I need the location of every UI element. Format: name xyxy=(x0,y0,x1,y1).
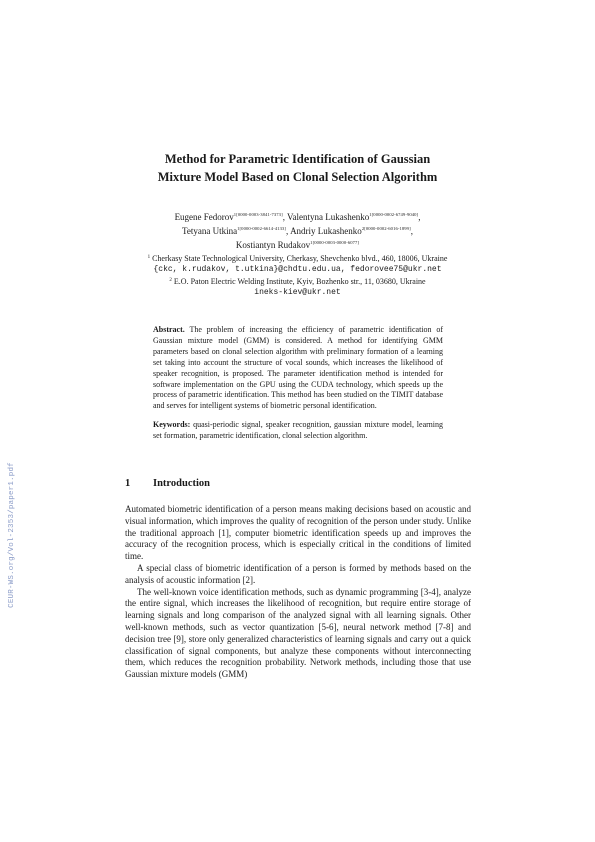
author-separator: , xyxy=(282,212,288,222)
keywords-text: quasi-periodic signal, speaker recognition, gaussian mixture model, learning set formation, parametric identification, clonal selection algorithm. xyxy=(153,420,444,441)
title-line-1: Method for Parametric Identification of Gaussian xyxy=(164,152,431,166)
author-separator: , xyxy=(410,226,413,236)
author-name: Valentyna Lukashenko xyxy=(287,212,370,222)
author-line-1 xyxy=(0,209,595,223)
keywords-paragraph xyxy=(153,420,443,442)
author-orcid: 1[0000-0002-6614-4133] xyxy=(237,226,287,231)
body-paragraph: Automated biometric identification of a person means making decisions based on acoustic and visual information, which improves the quality of recognition of the person under study. Unlike the traditional approach [1], computer biometric identification speeds up and improves the accuracy of the recognition process, which is especially critical in the conditions of limited time. xyxy=(125,504,471,562)
body-paragraph: The well-known voice identification methods, such as dynamic programming [3-4], analyze the entire signal, which increases the likelihood of recognition, but require entire storage of learning signals and long comparison of the analyzed signal with all learning signals. Other well-known methods, such as vector quantization [5-6], neural network method [7-8] and decision tree [9], store only generalized characteristics of learning signals and carry out a quick classification of signal components, but analyze these components without interconnecting them, which reduces the recognition probability. Network methods, including those that use Gaussian mixture models (GMM) xyxy=(125,586,471,680)
affiliation-1-emails: {ckc, k.rudakov, t.utkina}@chdtu.edu.ua, fedorovee75@ukr.net xyxy=(153,265,442,274)
side-watermark-text: CEUR-WS.org/Vol-2353/paper1.pdf xyxy=(8,462,16,608)
author-name: Kostiantyn Rudakov xyxy=(235,240,311,250)
body-paragraph: A special class of biometric identification of a person is formed by methods based on the analysis of acoustic information [2]. xyxy=(125,562,471,585)
author-list xyxy=(0,209,595,251)
side-watermark xyxy=(2,440,22,630)
affiliation-text: Cherkasy State Technological University, Cherkasy, Shevchenko blvd., 460, 18006, Ukraine xyxy=(152,254,448,263)
author-separator: , xyxy=(286,226,291,236)
author-name: Eugene Fedorov xyxy=(174,212,234,222)
affiliation-2 xyxy=(0,275,595,287)
paper-title xyxy=(0,150,595,186)
abstract-text: The problem of increasing the efficiency of parametric identification of Gaussian mixture model (GMM) is considered. A method for identifying GMM parameters based on clonal selection algorithm with preliminary formation of a learning set taking into account the structure of vocal sounds, which increases the likelihood of speaker recognition, is proposed. The parameter identification method is intended for software implementation on the GPU using the CUDA technology, which speeds up the process of parametric identification. This method has been studied on the TIMIT database and serves for intelligent systems of biometric personal identification. xyxy=(153,325,444,411)
section-number: 1 xyxy=(125,478,131,489)
abstract-paragraph xyxy=(153,325,443,412)
affiliation-2-email: ineks-kiev@ukr.net xyxy=(254,288,341,297)
body-text xyxy=(125,504,471,681)
section-title: Introduction xyxy=(153,478,210,489)
affiliation-marker: 1 xyxy=(147,255,151,260)
abstract-block xyxy=(153,325,443,442)
abstract-label: Abstract. xyxy=(153,325,185,334)
author-name: Andriy Lukashenko xyxy=(290,226,362,236)
author-name: Tetyana Utkina xyxy=(182,226,238,236)
author-line-2 xyxy=(0,223,595,237)
author-orcid: 1[0000-0003-0000-6077] xyxy=(310,240,360,245)
keywords-label: Keywords: xyxy=(153,420,191,430)
author-orcid: 1[0000-0003-3841-7373] xyxy=(233,212,283,217)
affiliation-text: E.O. Paton Electric Welding Institute, Kyiv, Bozhenko str., 11, 03680, Ukraine xyxy=(173,277,426,286)
title-line-2: Mixture Model Based on Clonal Selection Algorithm xyxy=(157,170,438,184)
author-orcid: 2[0000-0002-6016-1899] xyxy=(361,226,411,231)
affiliation-marker: 2 xyxy=(169,278,172,283)
affiliation-1 xyxy=(0,252,595,264)
affiliations xyxy=(0,252,595,298)
author-orcid: 1[0000-0002-6749-9040] xyxy=(369,212,419,217)
section-heading xyxy=(125,478,210,489)
author-separator: , xyxy=(418,212,421,222)
author-line-3 xyxy=(0,237,595,251)
